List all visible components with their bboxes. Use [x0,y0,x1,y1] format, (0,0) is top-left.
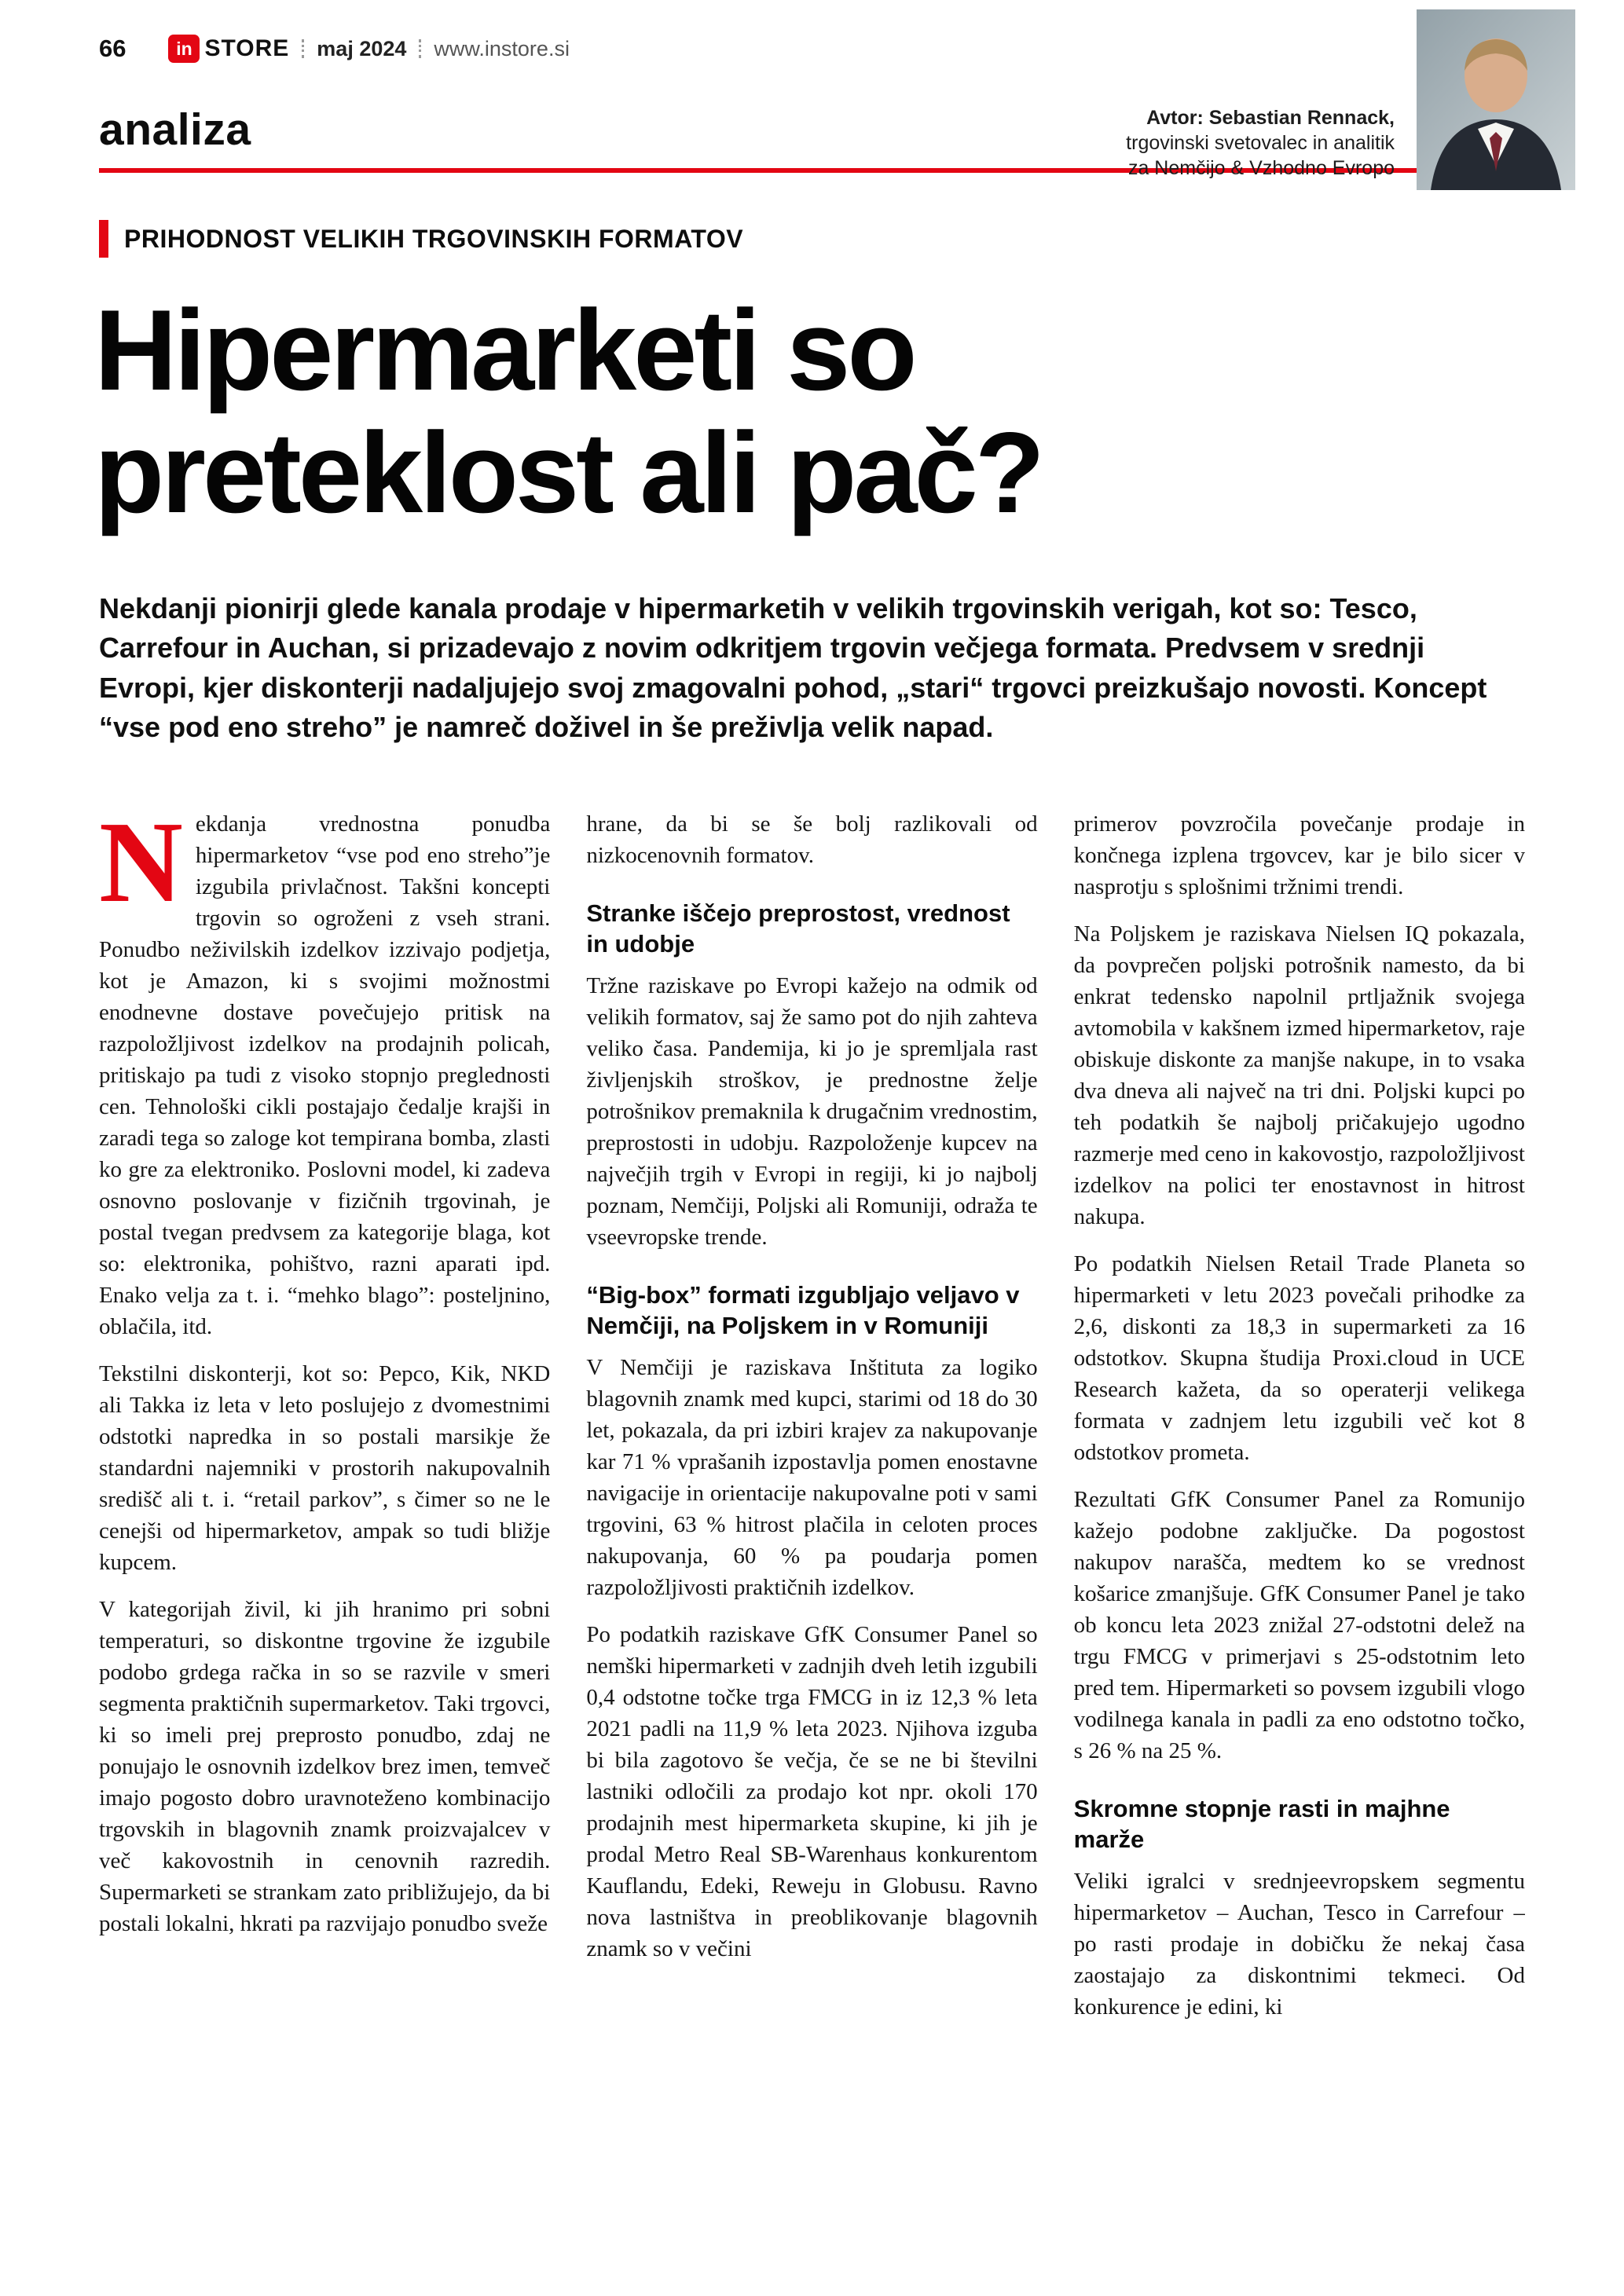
subheading: Skromne stopnje rasti in majhne marže [1073,1794,1450,1853]
page-number: 66 [99,35,126,62]
body-paragraph: V kategorijah živil, ki jih hranimo pri sobni temperaturi, so diskontne trgovine že izgubile podobo grdega račka in so se razvile v smeri segmenta praktičnih supermarketov. Taki trgovci, ki so imeli prej preprosto ponudbo, zdaj ne ponujajo le osnovnih izdelkov brez imen, temveč imajo pogosto dobro uravnoteženo kombinacijo trgovskih in blagovnih znamk proizvajalcev v več kakovostnih in cenovnih razredih. Supermarketi se strankam zato približujejo, da bi postali lokalni, hkrati pa razvijajo ponudbo sveže [99,1596,551,1936]
instore-logo [168,35,289,63]
body-paragraph: Po podatkih raziskave GfK Consumer Panel so nemški hipermarketi v zadnjih dveh letih izgubili 0,4 odstotne točke trga FMCG in iz 12,3 % leta 2021 padli na 11,9 % leta 2023. Njihova izguba bi bila zagotovo še večja, če se ne bi številni lastniki odločili za prodajo kot npr. okoli 170 prodajnih mest hipermarketa skupine, ki jih je prodal Metro Real SB-Warenhaus konkurentom Kauflandu, Edeki, Reweju in Globusu. Ravno nova lastništva in preoblikovanje blagovnih znamk so v večini [586,1621,1038,1961]
body-paragraph: Tekstilni diskonterji, kot so: Pepco, Kik, NKD ali Takka iz leta v leto poslujejo z dvomestnimi odstotki napredka in so postali marsikje že standardni najemniki v prostorih nakupovalnih središč ali t. i. “retail parkov”, s čimer so ne le cenejši od hipermarketov, ampak so tudi bližje kupcem. [99,1360,551,1575]
instore-logo-text: STORE [204,35,290,61]
body-paragraph: Tržne raziskave po Evropi kažejo na odmik od velikih formatov, saj že samo pot do njih zahteva veliko časa. Pandemija, ki jo je spremljala rast življenjskih stroškov, je prednostne želje potrošnikov premaknila k drugačnim vrednostim, preprostosti in udobju. Razpoloženje kupcev na največjih trgih v Evropi in regiji, ki jo najbolj poznam, Nemčiji, Poljski ali Romuniji, odraža te vseevropske trende. [586,972,1038,1250]
body-paragraph: Na Poljskem je raziskava Nielsen IQ pokazala, da povprečen poljski potrošnik namesto, da bi enkrat tedensko napolnil prtljažnik svojega avtomobila v kakšnem izmed hipermarketov, raje obiskuje diskonte za manjše nakupe, in to vsaka dva dneva ali največ na tri dni. Poljski kupci po teh podatkih še najbolj pričakujejo ugodno razmerje med ceno in kakovostjo, razpoložljivost izdelkov na polici ter enostavnost in hitrost nakupa. [1073,921,1525,1229]
drop-cap: N [99,807,183,927]
kicker-text: PRIHODNOST VELIKIH TRGOVINSKIH FORMATOV [124,224,744,253]
author-photo-image [1417,9,1575,190]
column-3 [1074,808,1525,2199]
kicker [99,220,1525,258]
body-paragraph: hrane, da bi se še bolj razlikovali od nizkocenovnih formatov. [586,811,1038,868]
top-bar [99,0,1525,63]
paragraph-text: ekdanja vrednostna ponudba hipermarketov “vse pod eno streho”je izgubila privlačnost. Takšni koncepti trgovin so ogroženi z vseh strani. Ponudbo neživilskih izdelkov izzivajo podjetja, kot je Amazon, ki s svojimi možnostmi enodnevne dostave povečujejo pritisk na razpoložljivost izdelkov na prodajnih policah, pritiskajo pa tudi z visoko stopnjo preglednosti cen. Tehnološki cikli postajajo čedalje krajši in zaradi tega so zaloge kot tempirana bomba, zlasti ko gre za elektroniko. Poslovni model, ki zadeva osnovno poslovanje v fizičnih trgovinah, je postal tvegan predvsem za kategorije blaga, kot so: elektronika, pohištvo, razni aparati ipd. Enako velja za t. i. “mehko blago”: posteljnino, oblačila, itd. [99,811,551,1339]
body-paragraph: Rezultati GfK Consumer Panel za Romunijo kažejo podobne zaključke. Da pogostost nakupov narašča, medtem ko se vrednost košarice zmanjšuje. GfK Consumer Panel je tako ob koncu leta 2023 znižal 27-odstotni delež na trgu FMCG v primerjavi s 25-odstotnim leto pred tem. Hipermarketi so povsem izgubili vlogo vodilnega kanala in padli za eno odstotno točko, s 26 % na 25 %. [1073,1486,1525,1763]
headline-line-1: Hipermarketi so [94,286,915,414]
body-paragraph: Po podatkih Nielsen Retail Trade Planeta so hipermarketi v letu 2023 povečali prihodke za 2,6, diskonti za 18,3 in supermarketi za 16 odstotkov. Skupna študija Proxi.cloud in UCE Research kažeta, da so operaterji velikega formata v zadnjem letu izgubili več kot 8 odstotkov prometa. [1073,1251,1525,1465]
website-url: www.instore.si [434,36,570,60]
author-block [1126,105,1395,181]
instore-logo-mark: in [168,35,200,63]
article-columns [99,808,1525,2199]
issue-date: maj 2024 [317,36,407,60]
headline [94,286,1525,537]
section-title: analiza [99,104,251,155]
body-paragraph: primerov povzročila povečanje prodaje in končnega izplena trgovcev, kar je bilo sicer v nasprotju s splošnimi tržnimi trendi. [1073,811,1525,899]
author-role-line-1: trgovinski svetovalec in analitik [1126,132,1395,154]
headline-line-2: preteklost ali pač? [94,408,1042,537]
author-photo [1417,9,1575,190]
body-paragraph [99,808,550,1342]
author-name: Avtor: Sebastian Rennack, [1146,107,1395,129]
column-2 [586,808,1037,2199]
divider [302,39,304,58]
body-paragraph: V Nemčiji je raziskava Inštituta za logiko blagovnih znamk med kupci, starimi od 18 do 30 let, pokazala, da pri izbiri krajev za nakupovanje kar 71 % vprašanih izpostavlja pomen enostavne navigacije in orientacije nakupovalne poti v sami trgovini, 63 % hitrost plačila in celoten proces nakupovanja, 60 % pa poudarja pomen razpoložljivosti praktičnih izdelkov. [586,1354,1038,1600]
author-role-line-2: za Nemčijo & Vzhodno Evropo [1127,157,1395,179]
subheading: Stranke iščejo preprostost, vrednost in udobje [586,899,1010,958]
lead-paragraph: Nekdanji pionirji glede kanala prodaje v hipermarketih v velikih trgovinskih verigah, kot so: Tesco, Carrefour in Auchan, si prizadevajo z novim odkritjem trgovin večjega formata. Predvsem v srednji Evropi, kjer diskonterji nadaljujejo svoj zmagovalni pohod, „stari“ trgovci preizkušajo novosti. Koncept “vse pod eno streho” je namreč doživel in še preživlja velik napad. [99,592,1487,743]
body-paragraph: Veliki igralci v srednjeevropskem segmentu hipermarketov – Auchan, Tesco in Carrefour – po rasti prodaje in dobičku že nekaj časa zaostajajo za diskontnimi tekmeci. Od konkurence je edini, ki [1073,1868,1525,2020]
subheading: “Big-box” formati izgubljajo veljavo v Nemčiji, na Poljskem in v Romuniji [586,1280,1020,1339]
column-1 [99,808,550,2199]
kicker-bar [99,220,108,258]
divider [419,39,421,58]
